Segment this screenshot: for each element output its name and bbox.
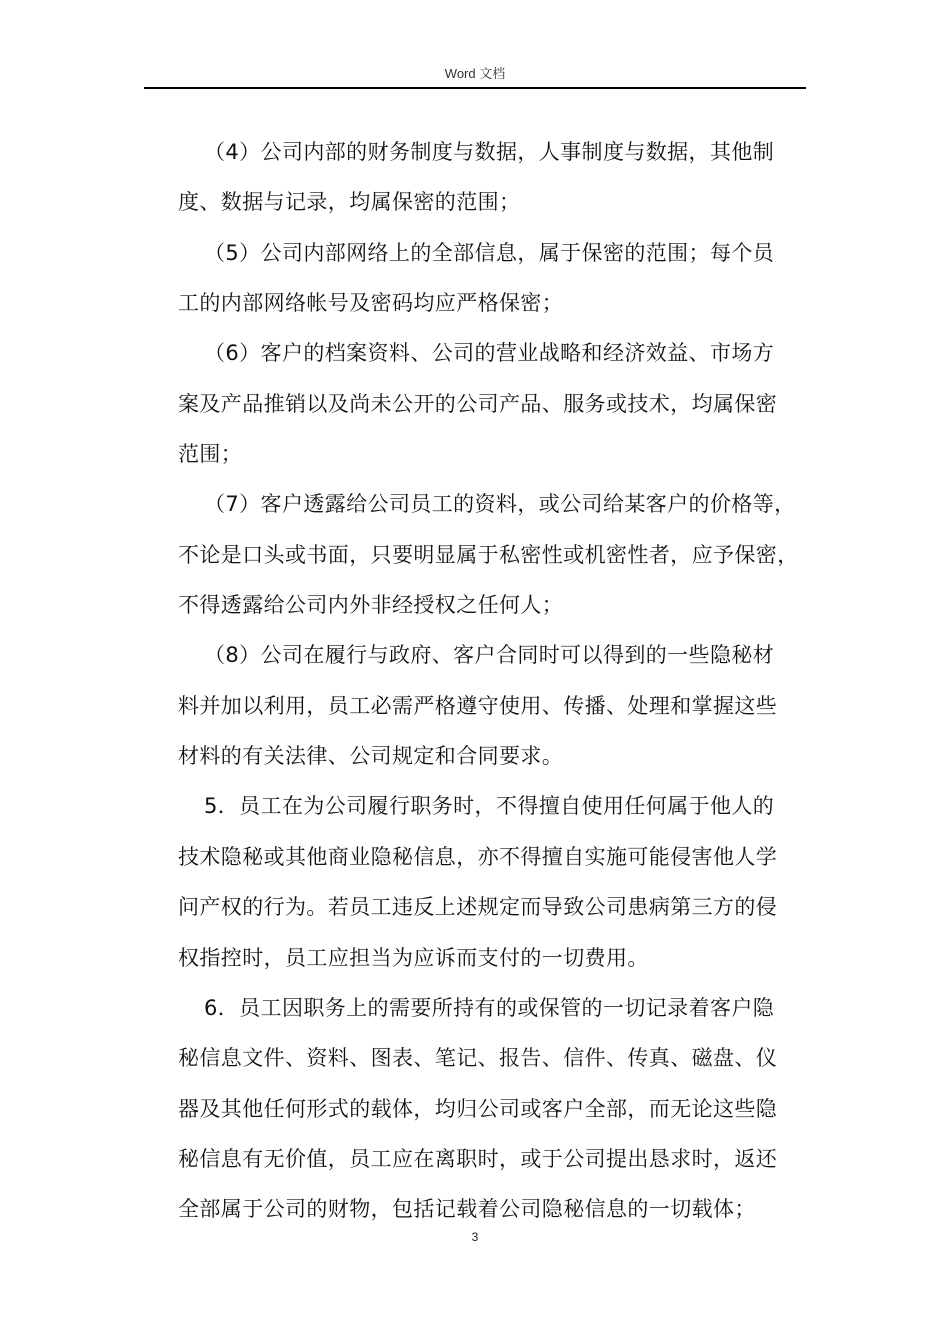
paragraph-line: 工的内部网络帐号及密码均应严格保密； bbox=[178, 291, 564, 316]
paragraph-line: 料并加以利用，员工必需严格遵守使用、传播、处理和掌握这些 bbox=[178, 693, 778, 718]
paragraph-line: 不得透露给公司内外非经授权之任何人； bbox=[178, 593, 564, 618]
paragraph-line: （7）客户透露给公司员工的资料，或公司给某客户的价格等， bbox=[204, 492, 796, 517]
document-body bbox=[178, 127, 808, 1235]
paragraph-line: 6．员工因职务上的需要所持有的或保管的一切记录着客户隐 bbox=[204, 995, 775, 1020]
paragraph-line: 器及其他任何形式的载体，均归公司或客户全部，而无论这些隐 bbox=[178, 1096, 778, 1121]
paragraph-line: 秘信息有无价值，员工应在离职时，或于公司提出恳求时，返还 bbox=[178, 1146, 778, 1171]
paragraph-line: 权指控时，员工应担当为应诉而支付的一切费用。 bbox=[178, 945, 649, 970]
paragraph-line: 问产权的行为。若员工违反上述规定而导致公司患病第三方的侵 bbox=[178, 895, 778, 920]
header-divider bbox=[144, 87, 806, 89]
paragraph-line: 不论是口头或书面，只要明显属于私密性或机密性者，应予保密， bbox=[178, 542, 799, 567]
paragraph-line: （8）公司在履行与政府、客户合同时可以得到的一些隐秘材 bbox=[204, 643, 775, 668]
paragraph-line: 范围； bbox=[178, 442, 243, 467]
paragraph-line: 案及产品推销以及尚未公开的公司产品、服务或技术，均属保密 bbox=[178, 391, 778, 416]
paragraph-line: 技术隐秘或其他商业隐秘信息，亦不得擅自实施可能侵害他人学 bbox=[178, 844, 778, 869]
paragraph-line: 5．员工在为公司履行职务时，不得擅自使用任何属于他人的 bbox=[204, 794, 775, 819]
paragraph-line: 材料的有关法律、公司规定和合同要求。 bbox=[178, 744, 564, 769]
document-header-title: Word 文档 bbox=[444, 66, 506, 81]
page-number: 3 bbox=[471, 1230, 479, 1244]
paragraph-line: （6）客户的档案资料、公司的营业战略和经济效益、市场方 bbox=[204, 341, 775, 366]
paragraph-line: 秘信息文件、资料、图表、笔记、报告、信件、传真、磁盘、仪 bbox=[178, 1046, 778, 1071]
paragraph-line: （5）公司内部网络上的全部信息，属于保密的范围；每个员 bbox=[204, 240, 775, 265]
paragraph-line: 度、数据与记录，均属保密的范围； bbox=[178, 190, 521, 215]
paragraph-line: 全部属于公司的财物，包括记载着公司隐秘信息的一切载体； bbox=[178, 1197, 756, 1222]
paragraph-line: （4）公司内部的财务制度与数据，人事制度与数据，其他制 bbox=[204, 140, 775, 164]
